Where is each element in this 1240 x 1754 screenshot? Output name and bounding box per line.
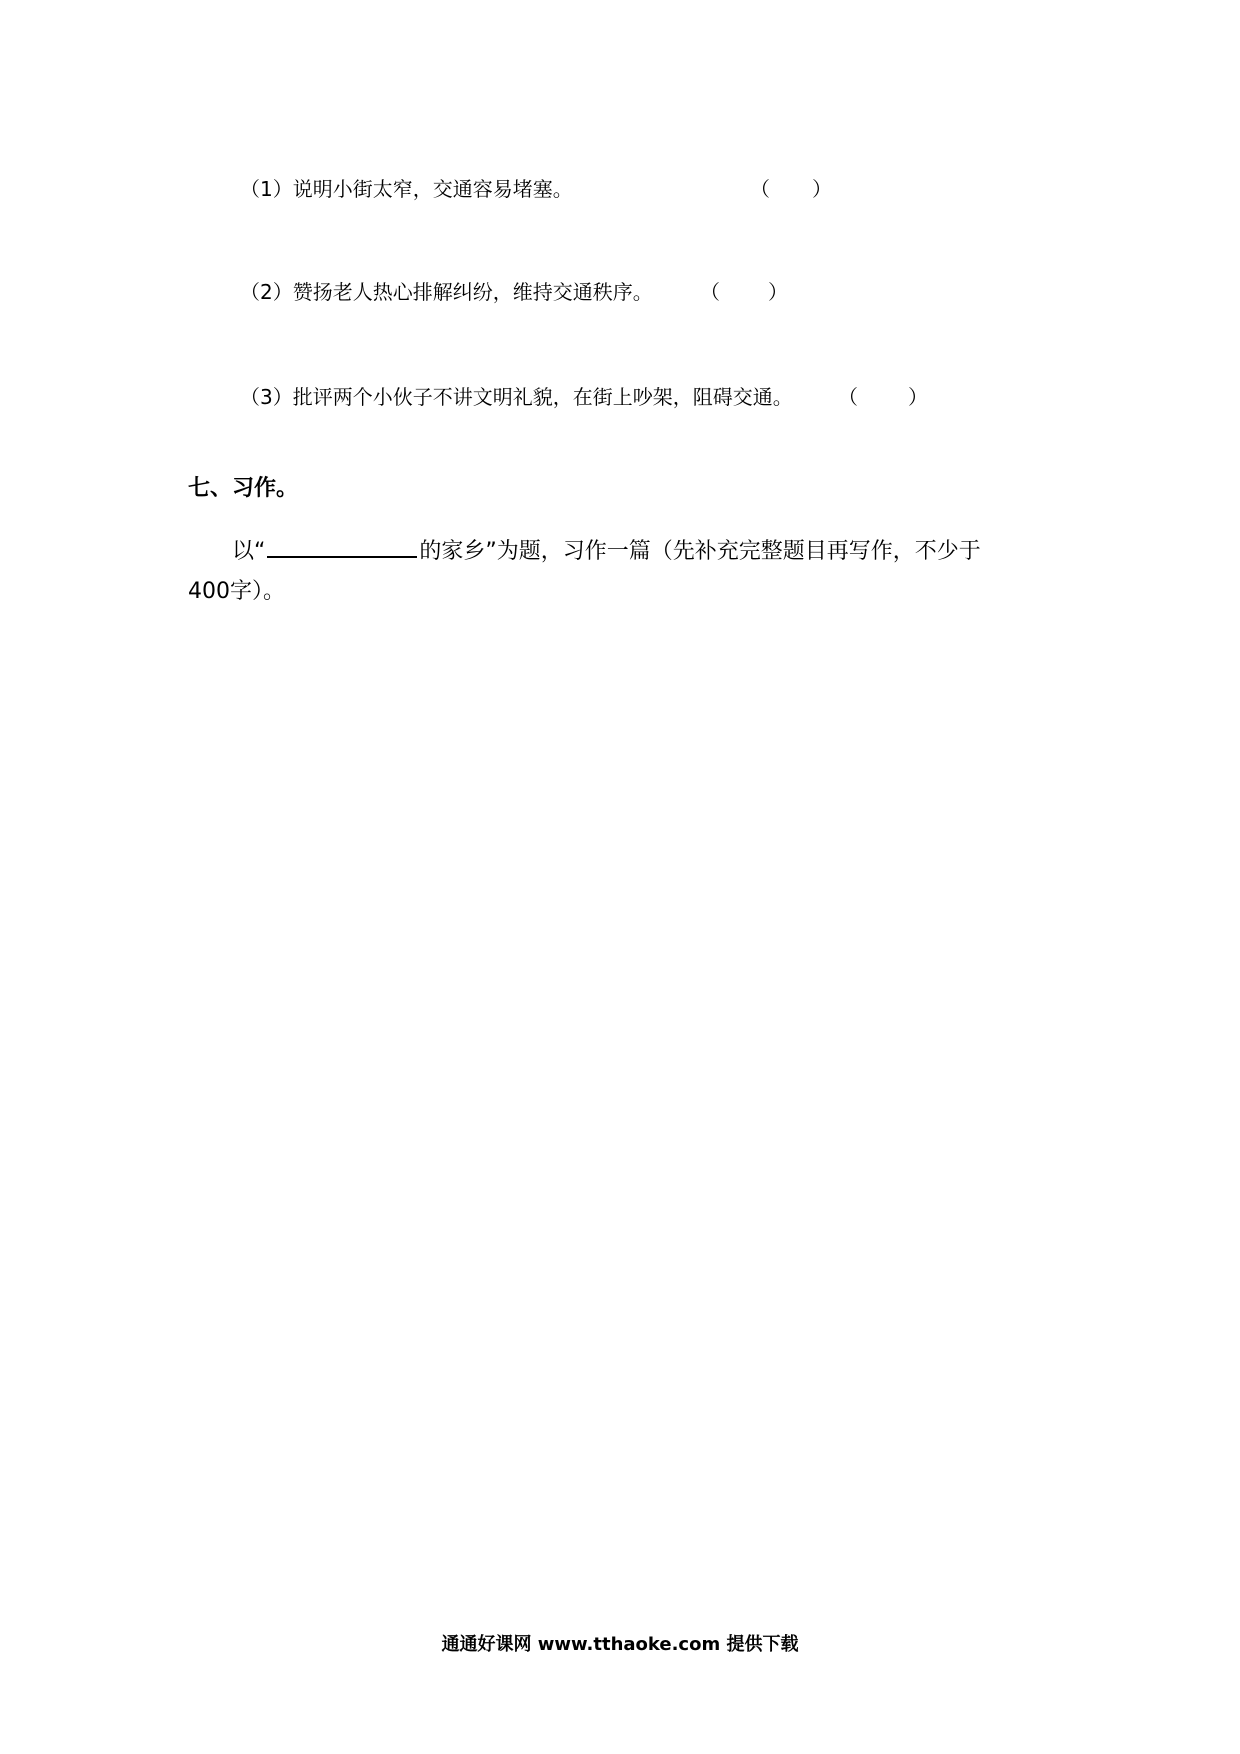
question-item-3 <box>240 383 928 411</box>
writing-prompt <box>188 532 1048 612</box>
answer-parentheses: （ ） <box>700 280 788 304</box>
prompt-line-1: 以“ 的家乡”为题，习作一篇（先补充完整题目再写作，不少于 <box>188 532 1048 572</box>
question-text: （1）说明小街太窄，交通容易堵塞。 <box>240 177 573 201</box>
answer-parentheses: （ ） <box>838 385 928 409</box>
question-item-2 <box>240 278 788 306</box>
section-heading: 七、习作。 <box>188 476 299 501</box>
answer-parentheses: （ ） <box>750 177 832 201</box>
prompt-line-2: 400字）。 <box>188 579 285 604</box>
question-text: （2）赞扬老人热心排解纠纷，维持交通秩序。 <box>240 280 653 304</box>
question-item-1 <box>240 175 832 203</box>
fill-in-blank[interactable] <box>267 534 417 558</box>
question-text: （3）批评两个小伙子不讲文明礼貌，在街上吵架，阻碍交通。 <box>240 385 793 409</box>
footer-watermark: 通通好课网 www.tthaoke.com 提供下载 <box>441 1634 799 1655</box>
